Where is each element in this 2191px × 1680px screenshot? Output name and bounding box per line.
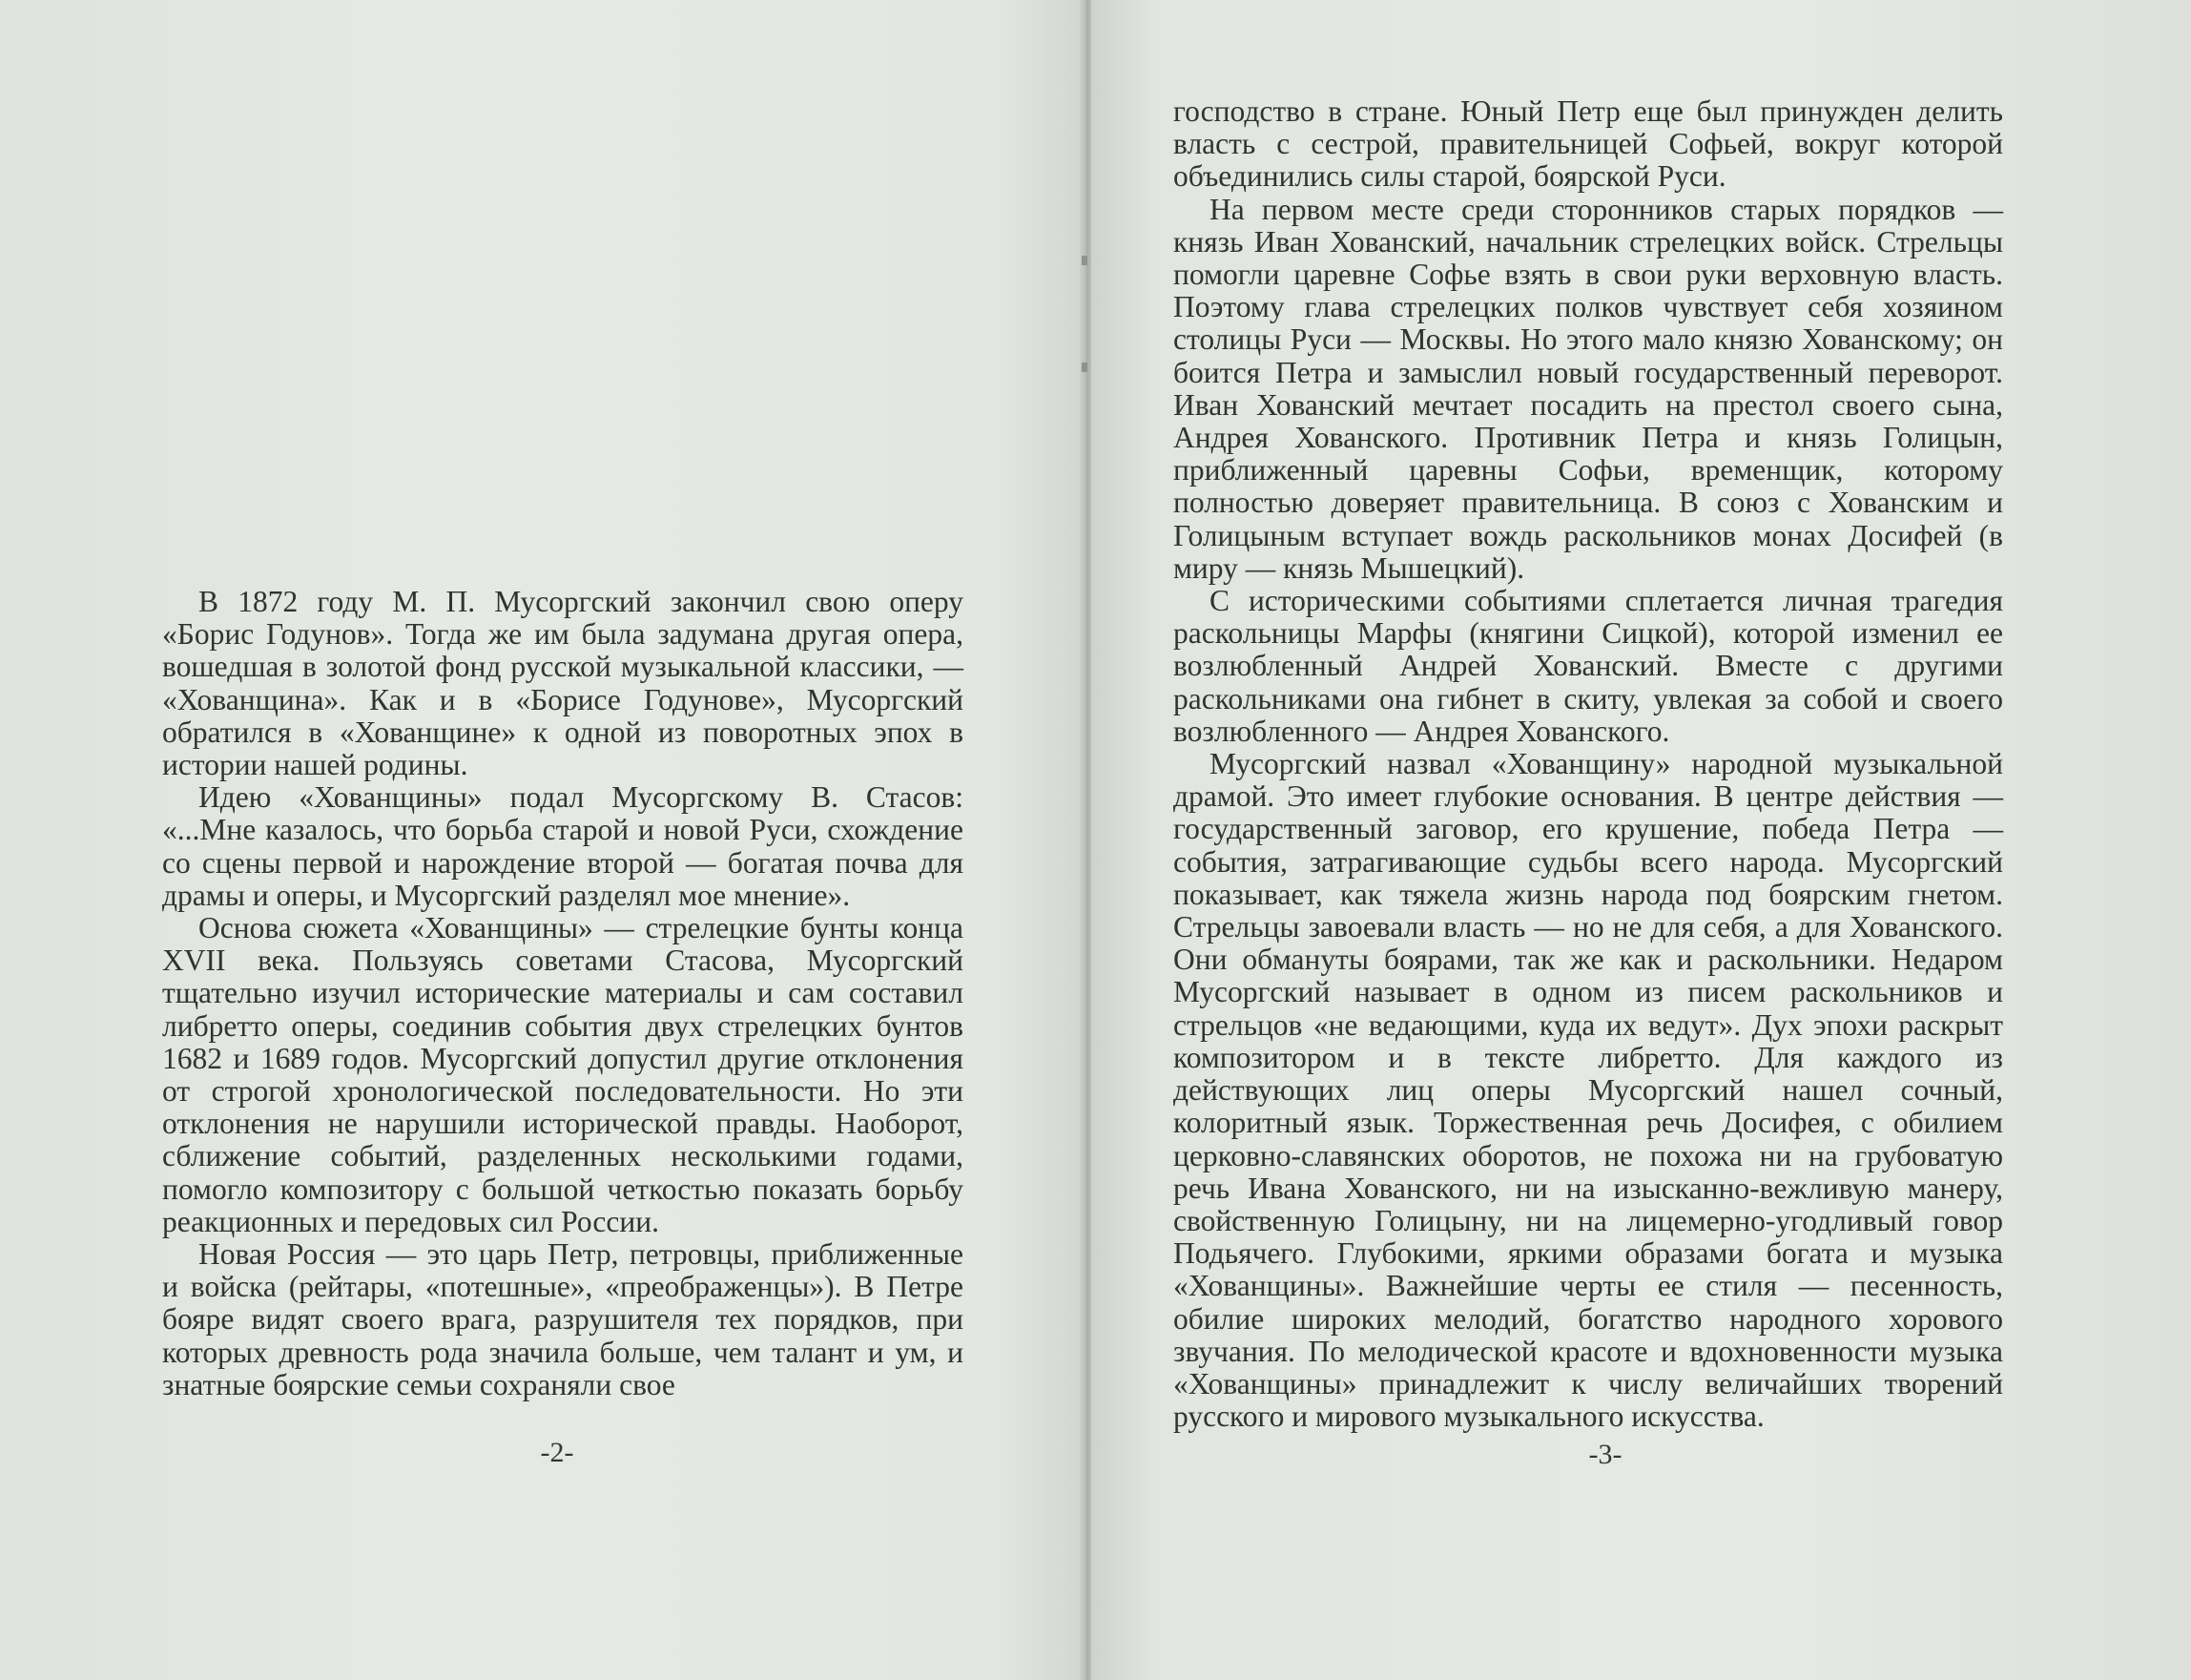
page-number-right: -3-: [1588, 1439, 1623, 1470]
paragraph: Мусоргский назвал «Хованщину» народной музыкальной драмой. Это имеет глубокие основания. В центре действия — государственный заговор, его крушение, победа Петра — события, затрагивающие судьбы всего народа. Мусоргский показывает, как тяжела жизнь народа под боярским гнетом. Стрельцы завоевали власть — но не для себя, а для Хованского. Они обмануты боярами, так же как и раскольники. Недаром Мусоргский называет в одном из писем раскольников и стрельцов «не ведающими, куда их ведут». Дух эпохи раскрыт композитором и в тексте либретто. Для каждого из действующих лиц оперы Мусоргский нашел сочный, колоритный язык. Торжественная речь Досифея, с обилием церковно-славянских оборотов, не похожа ни на грубоватую речь Ивана Хованского, ни на изысканно-вежливую манеру, свойственную Голицыну, ни на лицемерно-угодливый говор Подьячего. Глубокими, яркими образами богата и музыка «Хованщины». Важнейшие черты ее стиля — песенность, обилие широких мелодий, богатство народного хорового звучания. По мелодической красоте и вдохновенности музыка «Хованщины» принадлежит к числу величайших творений русского и мирового музыкального искусства.: [1173, 747, 2003, 1434]
left-page: [0, 0, 1084, 1680]
page-number-left: -2-: [540, 1437, 574, 1468]
left-page-text: [162, 586, 963, 1401]
paragraph: С историческими событиями сплетается личная трагедия раскольницы Марфы (княгини Сицкой), которой изменил ее возлюбленный Андрей Хованский. Вместе с другими раскольниками она гибнет в скиту, увлекая за собой и своего возлюбленного — Андрея Хованского.: [1173, 584, 2003, 748]
paragraph: господство в стране. Юный Петр еще был принужден делить власть с сестрой, правительницей Софьей, вокруг которой объединились силы старой, боярской Руси.: [1173, 94, 2003, 194]
right-page-text: [1173, 95, 2003, 1433]
paragraph: Новая Россия — это царь Петр, петровцы, приближенные и войска (рейтары, «потешные», «преображенцы»). В Петре бояре видят своего врага, разрушителя тех порядков, при которых древность рода значила больше, чем талант и ум, и знатные боярские семьи сохраняли свое: [162, 1237, 963, 1401]
paragraph: На первом месте среди сторонников старых порядков — князь Иван Хованский, начальник стрелецких войск. Стрельцы помогли царевне Софье взять в свои руки верховную власть. Поэтому глава стрелецких полков чувствует себя хозяином столицы Руси — Москвы. Но этого мало князю Хованскому; он боится Петра и замыслил новый государственный переворот. Иван Хованский мечтает посадить на престол своего сына, Андрея Хованского. Противник Петра и князь Голицын, приближенный царевны Софьи, временщик, которому полностью доверяет правительница. В союз с Хованским и Голицыным вступает вождь раскольников монах Досифей (в миру — князь Мышецкий).: [1173, 192, 2003, 585]
paragraph: В 1872 году М. П. Мусоргский закончил свою оперу «Борис Годунов». Тогда же им была задумана другая опера, вошедшая в золотой фонд русской музыкальной классики, — «Хованщина». Как и в «Борисе Годунове», Мусоргский обратился в «Хованщине» к одной из поворотных эпох в истории нашей родины.: [162, 585, 963, 782]
staple-mark: [1082, 363, 1087, 372]
paragraph: Идею «Хованщины» подал Мусоргскому В. Стасов: «...Мне казалось, что борьба старой и новой Руси, схождение со сцены первой и нарождение второй — богатая почва для драмы и оперы, и Мусоргский разделял мое мнение».: [162, 780, 963, 912]
staple-mark: [1082, 256, 1087, 265]
paragraph: Основа сюжета «Хованщины» — стрелецкие бунты конца XVII века. Пользуясь советами Стасова, Мусоргский тщательно изучил исторические материалы и сам составил либретто оперы, соединив события двух стрелецких бунтов 1682 и 1689 годов. Мусоргский допустил другие отклонения от строгой хронологической последовательности. Но эти отклонения не нарушили исторической правды. Наоборот, сближение событий, разделенных несколькими годами, помогло композитору с большой четкостью показать борьбу реакционных и передовых сил России.: [162, 911, 963, 1238]
